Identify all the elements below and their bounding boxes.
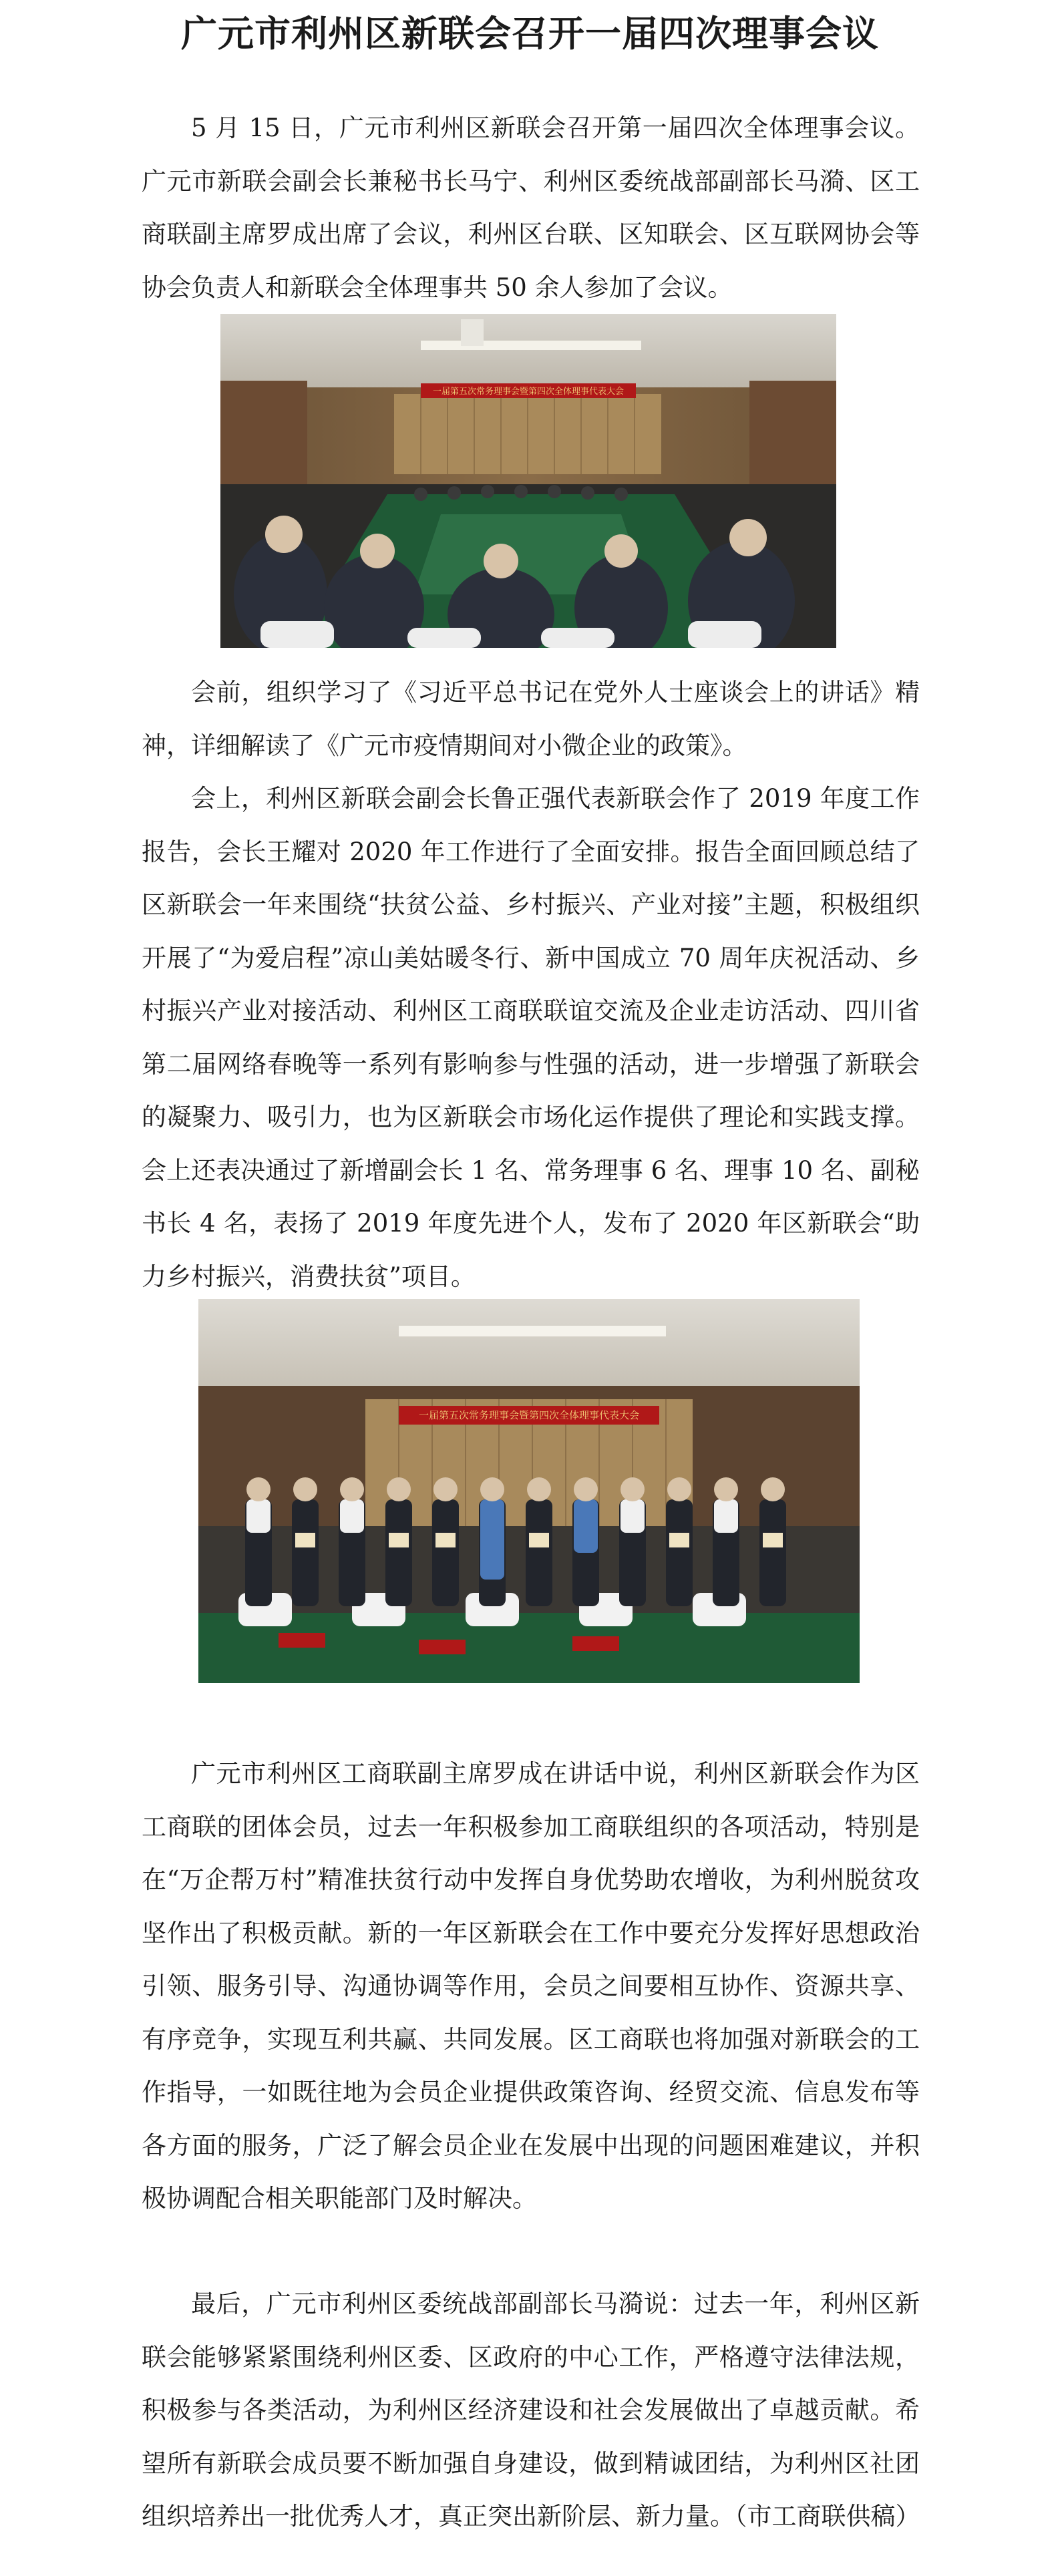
- group-photo-image: [198, 1299, 860, 1683]
- article-paragraph-3: 会上，利州区新联会副会长鲁正强代表新联会作了 2019 年度工作报告，会长王耀对 2020 年工作进行了全面安排。报告全面回顾总结了区新联会一年来围绕“扶贫公益、乡村振兴、产业对接”主题，积极组织开展了“为爱启程”凉山美姑暖冬行、新中国成立 70 周年庆祝活动、乡村振兴产业对接活动、利州区工商联联谊交流及企业走访活动、四川省第二届网络春晚等一系列有影响参与性强的活动，进一步增强了新联会的凝聚力、吸引力，也为区新联会市场化运作提供了理论和实践支撑。会上还表决通过了新增副会长 1 名、常务理事 6 名、理事 10 名、副秘书长 4 名，表扬了 2019 年度先进个人，发布了 2020 年区新联会“助力乡村振兴，消费扶贫”项目。: [142, 784, 920, 1291]
- meeting-banner-text: 一届第五次常务理事会暨第四次全体理事代表大会: [432, 387, 625, 397]
- article-paragraph-5: 最后，广元市利州区委统战部副部长马漪说：过去一年，利州区新联会能够紧紧围绕利州区委、区政府的中心工作，严格遵守法律法规，积极参与各类活动，为利州区经济建设和社会发展做出了卓越贡献。希望所有新联会成员要不断加强自身建设，做到精诚团结，为利州区社团组织培养出一批优秀人才，真正突出新阶层、新力量。（市工商联供稿）: [142, 2289, 920, 2531]
- article-paragraph-4: 广元市利州区工商联副主席罗成在讲话中说，利州区新联会作为区工商联的团体会员，过去一年积极参加工商联组织的各项活动，特别是在“万企帮万村”精准扶贫行动中发挥自身优势助农增收，为利州脱贫攻坚作出了积极贡献。新的一年区新联会在工作中要充分发挥好思想政治引领、服务引导、沟通协调等作用，会员之间要相互协作、资源共享、有序竞争，实现互利共赢、共同发展。区工商联也将加强对新联会的工作指导，一如既往地为会员企业提供政策咨询、经贸交流、信息发布等各方面的服务，广泛了解会员企业在发展中出现的问题困难建议，并积极协调配合相关职能部门及时解决。: [142, 1759, 920, 2213]
- article-paragraph-1: 5 月 15 日，广元市利州区新联会召开第一届四次全体理事会议。广元市新联会副会长兼秘书长马宁、利州区委统战部副部长马漪、区工商联副主席罗成出席了会议，利州区台联、区知联会、区互联网协会等协会负责人和新联会全体理事共 50 余人参加了会议。: [142, 114, 920, 302]
- meeting-photo: [220, 314, 836, 648]
- group-photo: [198, 1299, 860, 1683]
- article-paragraph-2: 会前，组织学习了《习近平总书记在党外人士座谈会上的讲话》精神，详细解读了《广元市疫情期间对小微企业的政策》。: [142, 678, 920, 760]
- meeting-photo-image: [220, 314, 836, 648]
- article-title: 广元市利州区新联会召开一届四次理事会议: [181, 12, 879, 55]
- group-banner-text: 一届第五次常务理事会暨第四次全体理事代表大会: [418, 1409, 640, 1421]
